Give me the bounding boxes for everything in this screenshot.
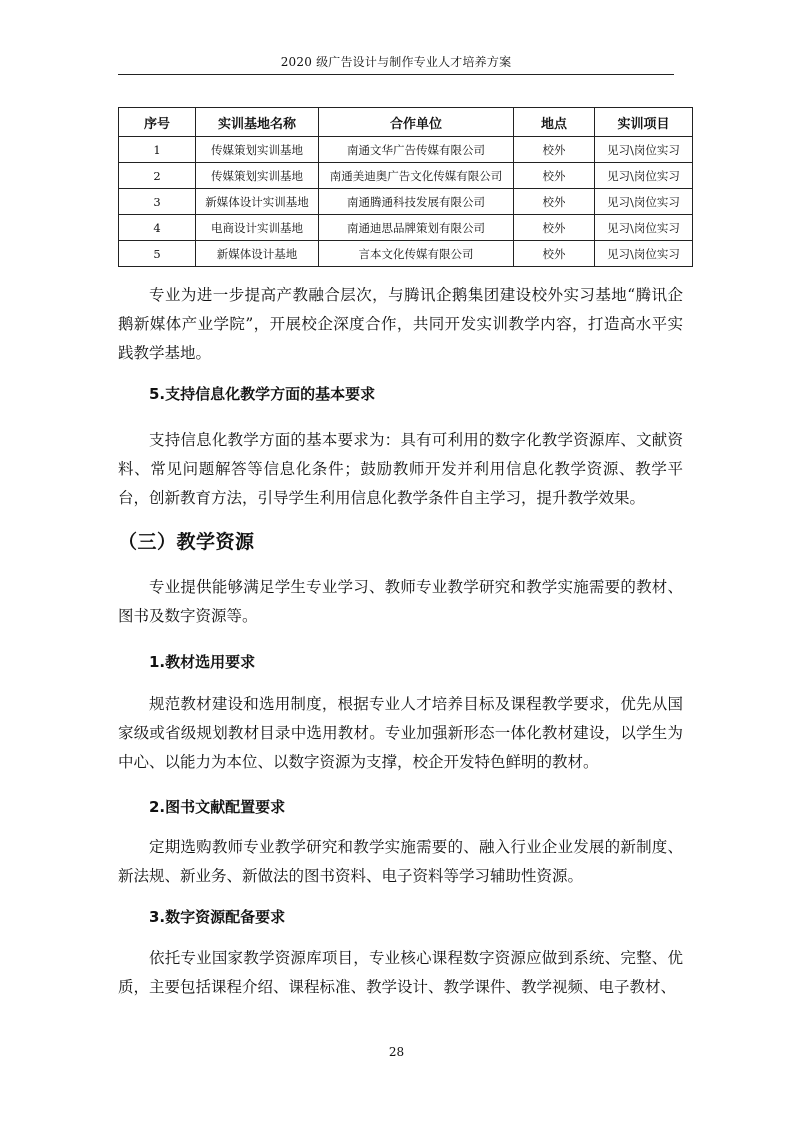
heading-textbook: 1.教材选用要求	[149, 653, 256, 671]
cell-base-name: 传媒策划实训基地	[196, 137, 319, 163]
paragraph-textbook: 规范教材建设和选用制度，根据专业人才培养目标及课程教学要求，优先从国家级或省级规划教材目录中选用教材。专业加强新形态一体化教材建设，以学生为中心、以能力为本位、以数字资源为支撑，校企开发特色鲜明的教材。	[118, 695, 683, 771]
cell-location: 校外	[514, 241, 595, 267]
paragraph-library: 定期选购教师专业教学研究和教学实施需要的、融入行业企业发展的新制度、新法规、新业务、新做法的图书资料、电子资料等学习辅助性资源。	[118, 838, 683, 885]
table-header-row	[119, 108, 693, 137]
paragraph-informatization: 支持信息化教学方面的基本要求为：具有可利用的数字化教学资源库、文献资料、常见问题解答等信息化条件；鼓励教师开发并利用信息化教学资源、教学平台，创新教育方法，引导学生利用信息化教学条件自主学习，提升教学效果。	[118, 431, 683, 507]
cell-base-name: 传媒策划实训基地	[196, 163, 319, 189]
cell-partner: 南通迪思品牌策划有限公司	[319, 215, 514, 241]
cell-project: 见习\岗位实习	[595, 189, 693, 215]
col-header-index: 序号	[119, 108, 196, 137]
cell-project: 见习\岗位实习	[595, 215, 693, 241]
cell-index: 4	[119, 215, 196, 241]
cell-location: 校外	[514, 189, 595, 215]
cell-location: 校外	[514, 163, 595, 189]
table-row	[119, 241, 693, 267]
cell-index: 1	[119, 137, 196, 163]
cell-location: 校外	[514, 137, 595, 163]
cell-index: 5	[119, 241, 196, 267]
page-number: 28	[388, 1045, 405, 1059]
header-divider	[118, 74, 674, 75]
training-base-table	[118, 107, 693, 267]
cell-partner: 南通腾通科技发展有限公司	[319, 189, 514, 215]
table-row	[119, 137, 693, 163]
heading-digital-resources: 3.数字资源配备要求	[149, 908, 286, 926]
table-row	[119, 163, 693, 189]
cell-project: 见习\岗位实习	[595, 163, 693, 189]
heading-informatization: 5.支持信息化教学方面的基本要求	[149, 385, 376, 403]
table-row	[119, 215, 693, 241]
cell-index: 2	[119, 163, 196, 189]
paragraph-teaching-resources: 专业提供能够满足学生专业学习、教师专业教学研究和教学实施需要的教材、图书及数字资源等。	[118, 578, 683, 625]
heading-library: 2.图书文献配置要求	[149, 798, 286, 816]
cell-partner: 南通文华广告传媒有限公司	[319, 137, 514, 163]
cell-partner: 言本文化传媒有限公司	[319, 241, 514, 267]
cell-base-name: 电商设计实训基地	[196, 215, 319, 241]
col-header-project: 实训项目	[595, 108, 693, 137]
cell-location: 校外	[514, 215, 595, 241]
cell-project: 见习\岗位实习	[595, 137, 693, 163]
paragraph-tencent-base: 专业为进一步提高产教融合层次，与腾讯企鹅集团建设校外实习基地“腾讯企鹅新媒体产业学院”，开展校企深度合作，共同开发实训教学内容，打造高水平实践教学基地。	[118, 286, 683, 362]
cell-partner: 南通美迪奥广告文化传媒有限公司	[319, 163, 514, 189]
cell-base-name: 新媒体设计实训基地	[196, 189, 319, 215]
col-header-base-name: 实训基地名称	[196, 108, 319, 137]
cell-base-name: 新媒体设计基地	[196, 241, 319, 267]
page-header: 2020 级广告设计与制作专业人才培养方案	[280, 55, 512, 69]
table-row	[119, 189, 693, 215]
col-header-location: 地点	[514, 108, 595, 137]
col-header-partner: 合作单位	[319, 108, 514, 137]
section-heading-teaching-resources: （三）教学资源	[118, 531, 255, 553]
cell-project: 见习\岗位实习	[595, 241, 693, 267]
paragraph-digital-resources: 依托专业国家教学资源库项目，专业核心课程数字资源应做到系统、完整、优质，主要包括课程介绍、课程标准、教学设计、教学课件、教学视频、电子教材、	[118, 949, 683, 996]
cell-index: 3	[119, 189, 196, 215]
